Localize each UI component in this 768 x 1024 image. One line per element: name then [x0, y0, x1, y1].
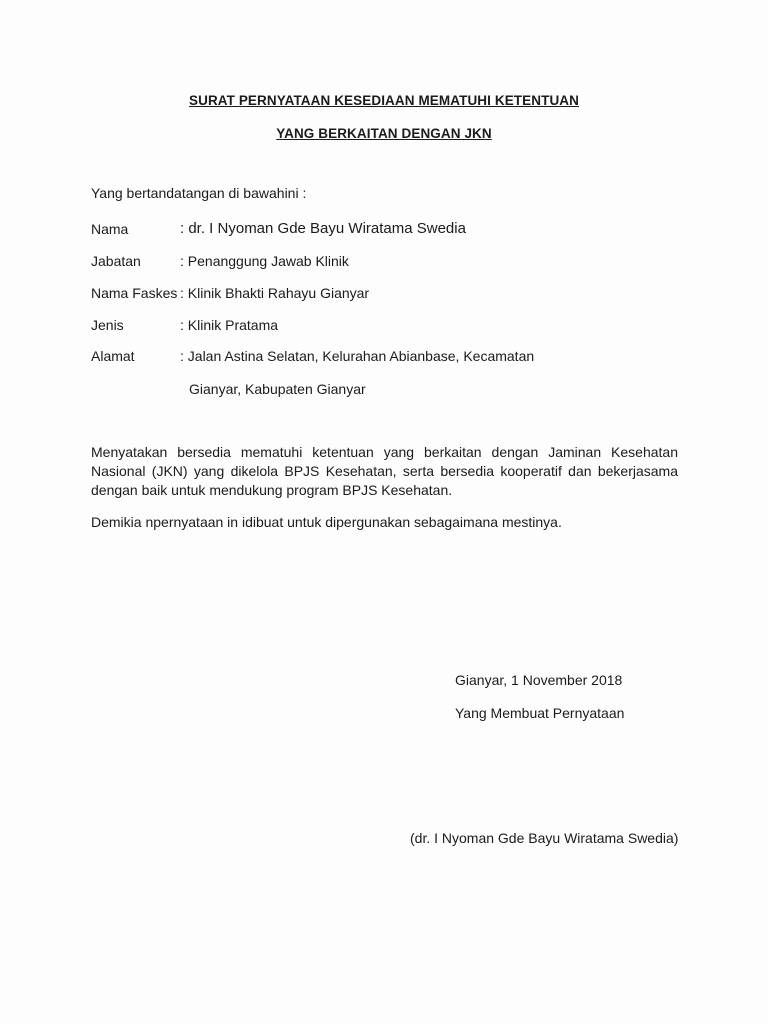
field-value-jabatan: : Penanggung Jawab Klinik: [180, 253, 349, 269]
statement-paragraph: [91, 443, 678, 500]
signer-role: Yang Membuat Pernyataan: [455, 705, 625, 721]
field-label-nama: Nama: [91, 221, 129, 237]
statement-text: Menyatakan bersedia mematuhi ketentuan yang berkaitan dengan Jaminan Kesehatan Nasional (JKN) yang dikelola BPJS Kesehatan, serta bersedia kooperatif dan bekerjasama dengan baik untuk mendukung program BPJS Kesehatan.: [91, 444, 678, 498]
intro-text: Yang bertandatangan di bawahini :: [91, 185, 307, 201]
field-value-jenis: : Klinik Pratama: [180, 317, 279, 333]
field-label-alamat: Alamat: [91, 348, 135, 364]
place-date: Gianyar, 1 November 2018: [455, 672, 623, 688]
field-value-faskes: : Klinik Bhakti Rahayu Gianyar: [180, 285, 370, 301]
field-label-jabatan: Jabatan: [91, 253, 141, 269]
field-label-faskes: Nama Faskes: [91, 285, 178, 301]
document-title-line-2: YANG BERKAITAN DENGAN JKN: [276, 126, 492, 141]
field-label-jenis: Jenis: [91, 317, 124, 333]
field-value-nama: : dr. I Nyoman Gde Bayu Wiratama Swedia: [180, 220, 466, 237]
field-value-alamat-continued: Gianyar, Kabupaten Gianyar: [189, 381, 366, 397]
closing-text: Demikia npernyataan in idibuat untuk dipergunakan sebagaimana mestinya.: [91, 514, 562, 530]
document-title-line-1: SURAT PERNYATAAN KESEDIAAN MEMATUHI KETENTUAN: [188, 93, 579, 108]
signer-name: (dr. I Nyoman Gde Bayu Wiratama Swedia): [410, 830, 679, 846]
field-value-alamat: : Jalan Astina Selatan, Kelurahan Abianbase, Kecamatan: [180, 348, 535, 364]
